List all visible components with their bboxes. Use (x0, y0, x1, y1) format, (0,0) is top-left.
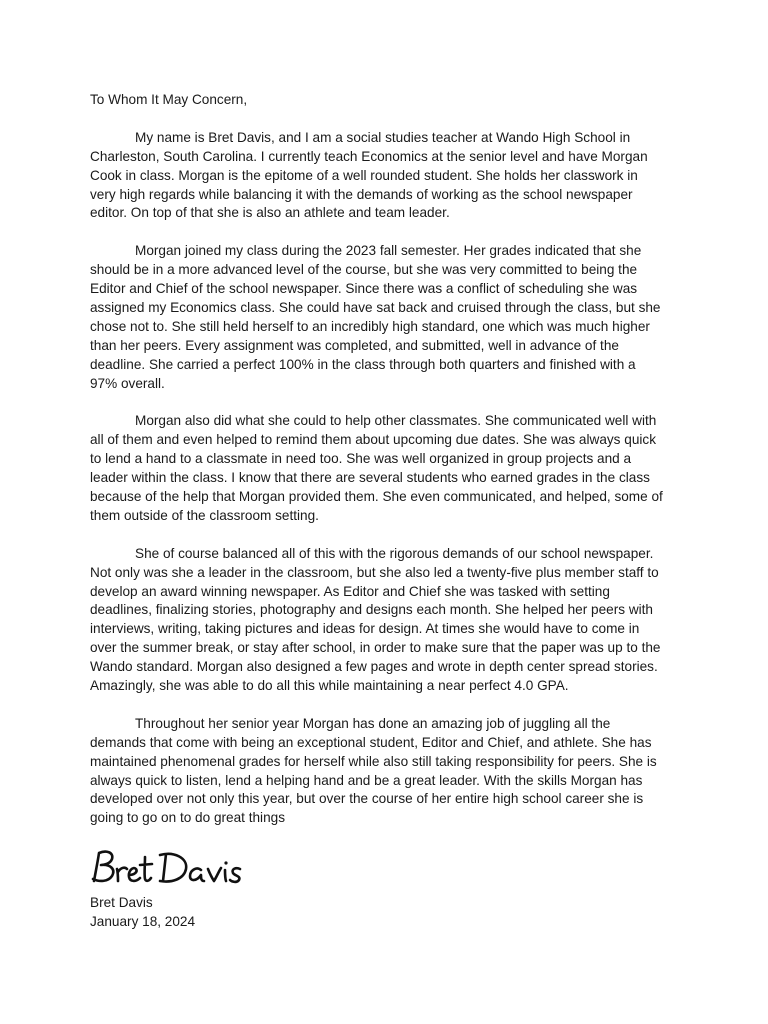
paragraph-2: Morgan joined my class during the 2023 fall semester. Her grades indicated that she should be in a more advanced level of the course, but she was very committed to being the Editor and Chief of the school newspaper. Since there was a conflict of scheduling she was assigned my Economics class. She could have sat back and cruised through the class, but she chose not to. She still held herself to an incredibly high standard, one which was much higher than her peers. Every assignment was completed, and submitted, well in advance of the deadline. She carried a perfect 100% in the class through both quarters and finished with a 97% overall. (90, 243, 661, 391)
paragraph-1: My name is Bret Davis, and I am a social studies teacher at Wando High School in Charleston, South Carolina. I currently teach Economics at the senior level and have Morgan Cook in class. Morgan is the epitome of a well rounded student. She holds her classwork in very high regards while balancing it with the demands of working as the school newspaper editor. On top of that she is also an athlete and team leader. (90, 129, 648, 221)
letter-date: January 18, 2024 (90, 913, 196, 929)
paragraph-5: Throughout her senior year Morgan has done an amazing job of juggling all the demands that come with being an exceptional student, Editor and Chief, and athlete. She has maintained phenomenal grades for herself while also still taking responsibility for peers. She is always quick to listen, lend a helping hand and be a great leader. With the skills Morgan has developed over not only this year, but over the course of her entire high school career she is going to go on to do great things (90, 715, 657, 826)
letter-body (90, 91, 680, 847)
paragraph-4: She of course balanced all of this with the rigorous demands of our school newspaper. Not only was she a leader in the classroom, but she also led a twenty-five plus member staff to develop an award winning newspaper. As Editor and Chief she was tasked with setting deadlines, finalizing stories, photography and designs each month. She helped her peers with interviews, writing, taking pictures and ideas for design. At times she would have to come in over the summer break, or stay after school, in order to make sure that the paper was up to the Wando standard. Morgan also designed a few pages and wrote in depth center spread stories. Amazingly, she was able to do all this while maintaining a near perfect 4.0 GPA. (90, 545, 661, 694)
paragraph-3: Morgan also did what she could to help other classmates. She communicated well with all of them and even helped to remind them about upcoming due dates. She was always quick to lend a hand to a classmate in need too. She was well organized in group projects and a leader within the class. I know that there are several students who earned grades in the class because of the help that Morgan provided them. She even communicated, and helped, some of them outside of the classroom setting. (90, 413, 663, 523)
salutation: To Whom It May Concern, (90, 92, 248, 107)
handwritten-signature (90, 848, 390, 888)
signer-name: Bret Davis (90, 895, 153, 910)
signer-block (90, 894, 195, 932)
